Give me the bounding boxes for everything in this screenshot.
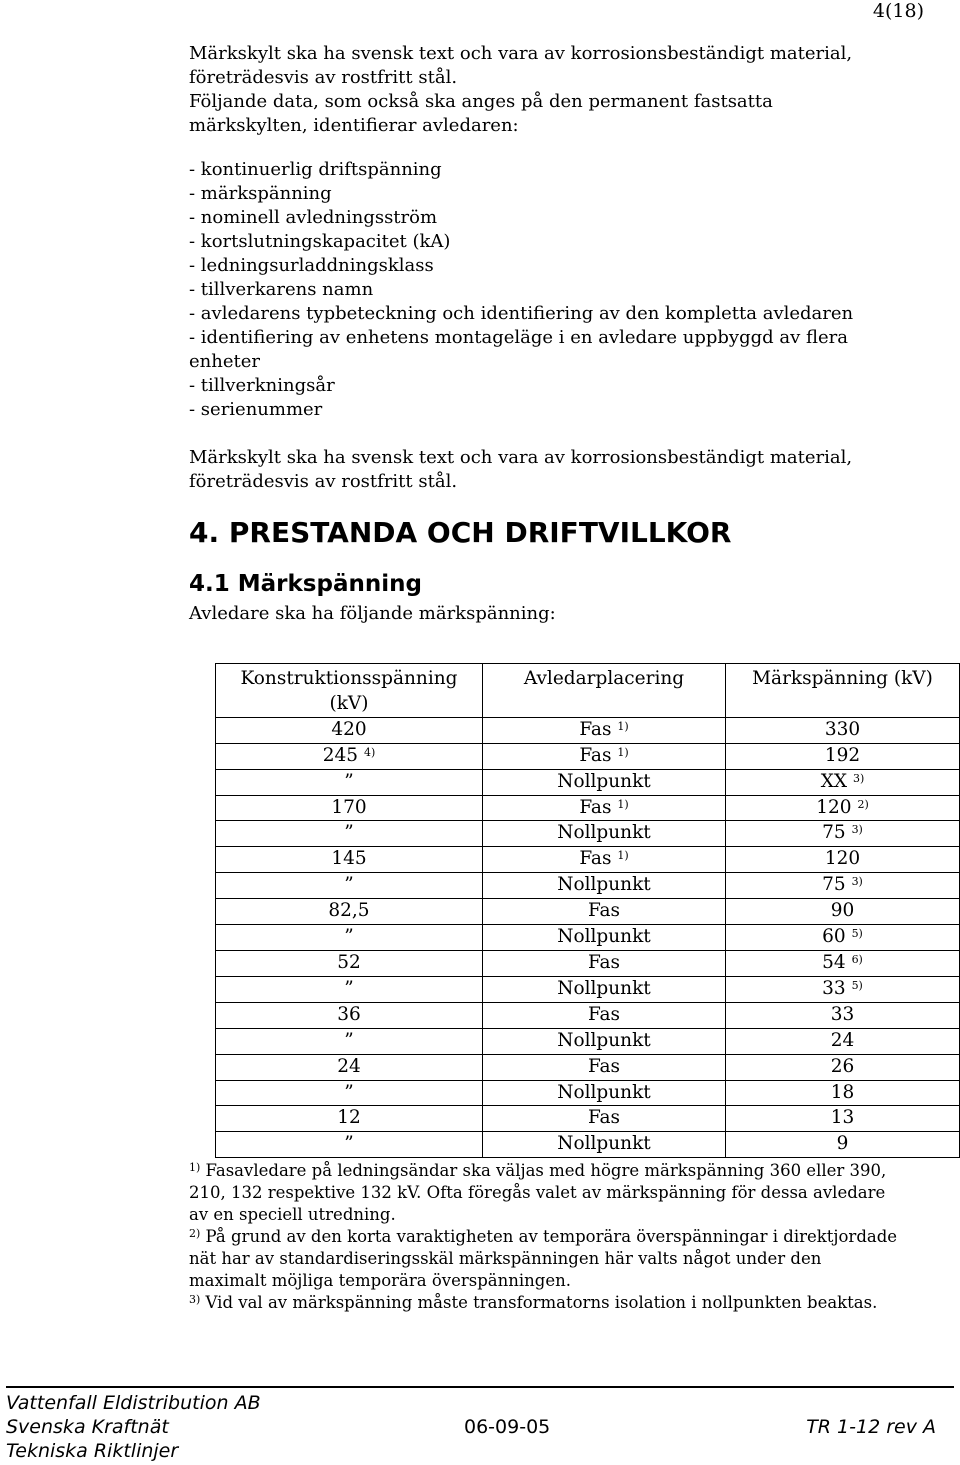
cell-value: 120 [824, 848, 861, 870]
cell-placement [483, 1028, 726, 1054]
paragraph: märkskylten, identifierar avledaren: [189, 115, 519, 136]
cell-value: Fas [579, 744, 612, 766]
footnote-ref: 1) [617, 745, 629, 759]
cell-design-voltage [216, 821, 483, 847]
footnotes [189, 1160, 951, 1314]
cell-design-voltage [216, 743, 483, 769]
cell-value: Fas [587, 900, 621, 922]
table-row [216, 795, 960, 821]
cell-value: Fas [587, 951, 621, 973]
cell-design-voltage [216, 925, 483, 951]
cell-placement [483, 717, 726, 743]
cell-placement [483, 925, 726, 951]
cell-rated-voltage [726, 821, 960, 847]
table-row [216, 743, 960, 769]
cell-value: ” [344, 1133, 354, 1155]
section-lead: Avledare ska ha följande märkspänning: [189, 603, 556, 624]
cell-rated-voltage [726, 1106, 960, 1132]
cell-design-voltage [216, 769, 483, 795]
cell-value: 420 [331, 718, 367, 740]
cell-rated-voltage [726, 976, 960, 1002]
list-item: - tillverkarens namn [189, 279, 374, 300]
cell-rated-voltage [726, 950, 960, 976]
cell-placement [483, 1002, 726, 1028]
cell-value: 60 [822, 926, 846, 948]
footnote-ref: 1) [617, 719, 629, 733]
footer-report-id: TR 1-12 rev A [806, 1416, 936, 1438]
footnote-text: maximalt möjliga temporära överspänningen. [189, 1271, 571, 1290]
cell-value: Nollpunkt [557, 1029, 651, 1051]
cell-design-voltage [216, 847, 483, 873]
list-item: - identifiering av enhetens montageläge i en avledare uppbyggd av flera [189, 327, 848, 348]
list-item: - serienummer [189, 399, 323, 420]
footnote-ref: 3) [851, 875, 863, 889]
cell-rated-voltage [726, 717, 960, 743]
footnote-text: 210, 132 respektive 132 kV. Ofta föregås valet av märkspänning för dessa avledare [189, 1183, 886, 1202]
cell-value: ” [344, 822, 354, 844]
cell-rated-voltage [726, 1080, 960, 1106]
cell-placement [483, 1054, 726, 1080]
cell-value: Nollpunkt [557, 1133, 651, 1155]
cell-design-voltage [216, 795, 483, 821]
cell-design-voltage [216, 1132, 483, 1158]
footnote-line [189, 1182, 951, 1204]
cell-value: Fas [587, 1003, 621, 1025]
cell-value: 54 [822, 951, 846, 973]
cell-value: Nollpunkt [557, 926, 651, 948]
cell-value: ” [344, 874, 354, 896]
cell-value: 82,5 [328, 900, 370, 922]
table-row [216, 1080, 960, 1106]
header-design-voltage [216, 664, 483, 718]
cell-value: 13 [830, 1107, 855, 1129]
footnote-ref: 4) [363, 745, 376, 759]
cell-value: 18 [830, 1081, 855, 1103]
cell-placement [483, 873, 726, 899]
cell-value: Fas [579, 848, 612, 870]
table-row [216, 769, 960, 795]
page-number: 4(18) [872, 0, 924, 22]
cell-value: 36 [337, 1003, 361, 1025]
footnote-ref: 1) [617, 849, 629, 863]
list-item: - ledningsurladdningsklass [189, 255, 434, 276]
cell-placement [483, 1080, 726, 1106]
cell-design-voltage [216, 1002, 483, 1028]
table-row [216, 847, 960, 873]
cell-rated-voltage [726, 925, 960, 951]
table-row [216, 925, 960, 951]
table-header-row [216, 664, 960, 718]
footnote-marker: 3) [189, 1293, 201, 1306]
footnote-ref: 1) [617, 797, 629, 811]
cell-value: 12 [337, 1107, 361, 1129]
footnote-line [189, 1204, 951, 1226]
rated-voltage-table [215, 663, 960, 1158]
list-item: - kontinuerlig driftspänning [189, 159, 442, 180]
cell-design-voltage [216, 873, 483, 899]
cell-placement [483, 769, 726, 795]
cell-rated-voltage [726, 795, 960, 821]
cell-value: 90 [830, 900, 855, 922]
cell-value: 330 [824, 718, 861, 740]
header-rated-voltage: Märkspänning (kV) [726, 664, 960, 718]
footnote-line [189, 1270, 951, 1292]
paragraph: företrädesvis av rostfritt stål. [189, 67, 458, 88]
cell-design-voltage [216, 1080, 483, 1106]
paragraph: Märkskylt ska ha svensk text och vara av korrosionsbeständigt material, [189, 447, 853, 468]
cell-value: Fas [587, 1055, 621, 1077]
footnote-text: På grund av den korta varaktigheten av temporära överspänningar i direktjordade [205, 1227, 898, 1246]
list-item: - nominell avledningsström [189, 207, 438, 228]
cell-value: Nollpunkt [557, 1081, 651, 1103]
table-row [216, 950, 960, 976]
footnote-text: Vid val av märkspänning måste transformatorns isolation i nollpunkten beaktas. [205, 1293, 878, 1312]
cell-value: Fas [587, 1107, 621, 1129]
footnote-line [189, 1160, 951, 1182]
paragraph: Märkskylt ska ha svensk text och vara av korrosionsbeständigt material, [189, 43, 853, 64]
list-item: - tillverkningsår [189, 375, 335, 396]
list-item: - märkspänning [189, 183, 332, 204]
cell-value: 192 [824, 744, 861, 766]
cell-value: ” [344, 770, 354, 792]
table-row [216, 717, 960, 743]
list-item: - avledarens typbeteckning och identifiering av den kompletta avledaren [189, 303, 854, 324]
cell-value: 245 [322, 744, 359, 766]
marking-note [189, 446, 929, 494]
cell-rated-voltage [726, 847, 960, 873]
document-body [189, 42, 929, 626]
table-row [216, 1028, 960, 1054]
cell-rated-voltage [726, 1002, 960, 1028]
cell-value: 170 [331, 796, 367, 818]
table-row [216, 1132, 960, 1158]
cell-value: Nollpunkt [557, 977, 651, 999]
table-row [216, 1054, 960, 1080]
footnote-ref: 3) [852, 771, 865, 785]
cell-placement [483, 795, 726, 821]
cell-value: XX [820, 770, 848, 792]
table-row [216, 899, 960, 925]
header-placement: Avledarplacering [483, 664, 726, 718]
cell-placement [483, 743, 726, 769]
cell-value: Fas [579, 796, 612, 818]
header-text: (kV) [329, 692, 369, 714]
footer-date: 06-09-05 [464, 1416, 551, 1438]
cell-placement [483, 847, 726, 873]
cell-value: 24 [337, 1055, 361, 1077]
cell-placement [483, 950, 726, 976]
footnote-ref: 6) [851, 952, 863, 966]
footnote-text: Fasavledare på ledningsändar ska väljas med högre märkspänning 360 eller 390, [205, 1161, 887, 1180]
cell-value: 120 [816, 796, 852, 818]
cell-design-voltage [216, 899, 483, 925]
cell-value: 52 [337, 951, 361, 973]
footnote-marker: 2) [189, 1227, 201, 1240]
marking-data-list [189, 158, 929, 422]
header-text: Konstruktionsspänning [240, 668, 458, 689]
cell-value: ” [344, 977, 354, 999]
table-row [216, 1106, 960, 1132]
cell-value: 9 [836, 1133, 849, 1155]
cell-placement [483, 899, 726, 925]
page-footer [6, 1391, 936, 1463]
table-row [216, 1002, 960, 1028]
cell-placement [483, 821, 726, 847]
cell-design-voltage [216, 950, 483, 976]
footer-divider [6, 1386, 954, 1388]
cell-value: Nollpunkt [557, 770, 651, 792]
paragraph: Följande data, som också ska anges på den permanent fastsatta [189, 91, 773, 112]
table-row [216, 821, 960, 847]
cell-value: 33 [830, 1003, 855, 1025]
paragraph: företrädesvis av rostfritt stål. [189, 471, 458, 492]
cell-design-voltage [216, 1028, 483, 1054]
cell-placement [483, 1132, 726, 1158]
cell-design-voltage [216, 1054, 483, 1080]
footnote-text: av en speciell utredning. [189, 1205, 396, 1224]
cell-rated-voltage [726, 899, 960, 925]
footnote-text: nät har av standardiseringsskäl märkspänningen här valts något under den [189, 1249, 822, 1268]
cell-design-voltage [216, 717, 483, 743]
list-item: enheter [189, 351, 260, 372]
footnote-ref: 3) [851, 823, 863, 837]
cell-value: Nollpunkt [557, 822, 651, 844]
cell-value: 24 [830, 1029, 855, 1051]
cell-placement [483, 1106, 726, 1132]
list-item: - kortslutningskapacitet (kA) [189, 231, 451, 252]
footer-row [6, 1415, 936, 1439]
table-row [216, 976, 960, 1002]
cell-value: 145 [331, 848, 367, 870]
footer-org: Tekniska Riktlinjer [6, 1440, 179, 1462]
cell-value: Nollpunkt [557, 874, 651, 896]
footnote-line [189, 1292, 951, 1314]
subsection-heading: 4.1 Märkspänning [189, 571, 422, 597]
cell-placement [483, 976, 726, 1002]
cell-value: 75 [822, 874, 846, 896]
section-heading: 4. PRESTANDA OCH DRIFTVILLKOR [189, 516, 732, 549]
cell-rated-voltage [726, 743, 960, 769]
footnote-ref: 5) [851, 927, 863, 941]
cell-design-voltage [216, 1106, 483, 1132]
cell-rated-voltage [726, 1028, 960, 1054]
cell-rated-voltage [726, 1054, 960, 1080]
cell-value: Fas [579, 718, 612, 740]
footnote-ref: 5) [851, 978, 863, 992]
cell-value: 75 [822, 822, 846, 844]
cell-value: ” [344, 1081, 354, 1103]
footer-org: Svenska Kraftnät [6, 1416, 169, 1438]
cell-value: 33 [822, 977, 846, 999]
cell-rated-voltage [726, 873, 960, 899]
footnote-marker: 1) [189, 1161, 201, 1174]
footnote-ref: 2) [857, 797, 869, 811]
footnote-line [189, 1248, 951, 1270]
cell-design-voltage [216, 976, 483, 1002]
footnote-line [189, 1226, 951, 1248]
cell-rated-voltage [726, 769, 960, 795]
table-body [216, 717, 960, 1157]
footer-org: Vattenfall Eldistribution AB [6, 1392, 261, 1414]
cell-value: 26 [830, 1055, 855, 1077]
cell-value: ” [344, 926, 354, 948]
table-row [216, 873, 960, 899]
cell-rated-voltage [726, 1132, 960, 1158]
cell-value: ” [344, 1029, 354, 1051]
